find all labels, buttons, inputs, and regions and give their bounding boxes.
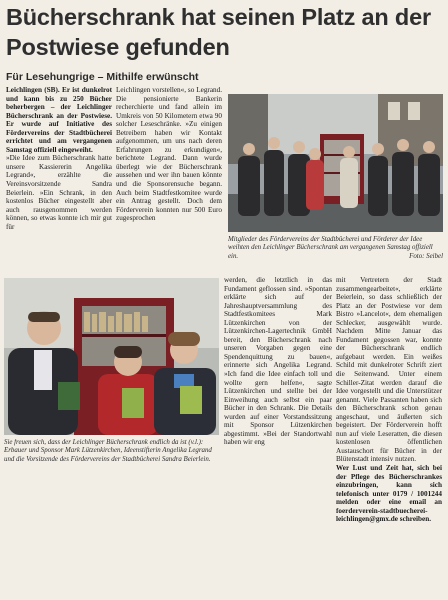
subhead: Für Lesehungrige – Mithilfe erwünscht xyxy=(6,71,199,83)
article-column-4 xyxy=(336,276,442,594)
article-paragraph: mit Vertretern der Stadt zusammengearbeitet«, erklärte Beierlein, so dass schließlich der Platz an der Postwiese vor dem Bistro »Lancelot«, dem ehemaligen Schlecker, ausgewählt wurde. Nachdem Mitte Januar das Fundament gegossen war, konnte der Bücherschrank endlich aufgebaut werden. Ein weißes Schild mit dunkelroter Schrift ziert die Seitenwand. Unter einem Schiller-Zitat werden darauf die Idee vorgestellt und die Unterstützer genannt. Viele Passanten haben sich den Bücherschrank schon genau angeschaut, und äußerten sich begeistert. Der Förderverein hofft nun auf viele Leseratten, die diesen kostenlosen öffentlichen Austauschort für Bücher in der Blütenstadt intensiv nutzen. xyxy=(336,276,442,464)
article-column-1 xyxy=(6,86,112,272)
article-column-3 xyxy=(224,276,332,476)
article-paragraph: »Die Idee zum Bücherschrank hatte unsere Kassiererin Angelika Legrand«, erzählte die Vereinsvorsitzende Sandra Beierlein. »Ein Schrank, in den kostenlos Bücher eingestellt aber auch rausgenommen werden können, so etwas konnte ich mir gut für xyxy=(6,154,112,231)
article-closing-note: Wer Lust und Zeit hat, sich bei der Pflege des Bücherschrankes einzubringen, kann sich telefonisch unter 0179 / 1001244 melden oder eine email an foerderverein-stadtbuecherei-leichlingen@gmx.de schreiben. xyxy=(336,464,442,524)
article-paragraph: Leichlingen vorstellen«, so Legrand. Die pensionierte Bankerin recherchierte und fand allein im Umkreis von 50 Kilometern etwa 90 solcher Leseschränke. »Zu einigen Betreibern haben wir Kontakt aufgenommen, um uns nach deren Erfahrungen zu erkundigen«, berichtete Legrand. Dann wurde überlegt wie der Bücherschrank aussehen und wer ihn bauen könnte und die Sponsorensuche begann. Auch beim Stadtfestkomitee wurde ein Antrag gestellt. Doch dem Förderverein konnten nur 500 Euro zugesprochen xyxy=(116,86,222,223)
article-column-2 xyxy=(116,86,222,272)
photo-bottom-caption: Sie freuen sich, dass der Leichlinger Bücherschrank endlich da ist (v.l.): Erbauer und Sponsor Mark Lützenkirchen, Ideenstifterin Angelika Legrand und die Vorsitzende des Fördervereins der Stadtbücherei Sandra Beierlein. xyxy=(4,439,212,463)
photo-top-caption: Mitglieder des Fördervereins der Stadtbücherei und Förderer der Idee weihten den Leichlinger Bücherschrank am vergangenen Samstag offiziell ein. Foto: Seibel xyxy=(228,236,443,260)
article-lead: Leichlingen (SB). Er ist dunkelrot und kann bis zu 250 Bücher beherbergen – der Leichlinger Bücherschrank an der Postwiese. Er wurde auf Initiative des Fördervereins der Stadtbücherei errichtet und am vergangenen Samstag offiziell eingeweiht. xyxy=(6,86,112,154)
photo-three-people xyxy=(4,278,219,435)
photo-credit: Foto: Seibel xyxy=(409,252,443,260)
article-paragraph: werden, die letztlich in das Fundament geflossen sind. »Spontan erklärte sich auf der Jahreshauptversammlung des Stadtfestkomitees Mark Lützenkirchen von der Lützenkirchen-Lagertechnik GmbH bereit, den Bücherschrank nach unseren Vorgaben gegen eine Spendenquittung zu bauen«, erinnerte sich Angelika Legrand. »Ich fand die Idee einfach toll und wollte gern helfen«, sagte Lützenkirchen und stellte bei der Einweihung auch selbst ein paar Bücher in den Schrank. Die Details wurden auf einer Vorstandssitzung mit Sponsor Lützenkirchen abgestimmt. »Bei der Standortwahl haben wir eng xyxy=(224,276,332,447)
photo-group-inauguration xyxy=(228,94,443,232)
headline: Bücherschrank hat seinen Platz an der Postwiese gefunden xyxy=(6,4,431,60)
